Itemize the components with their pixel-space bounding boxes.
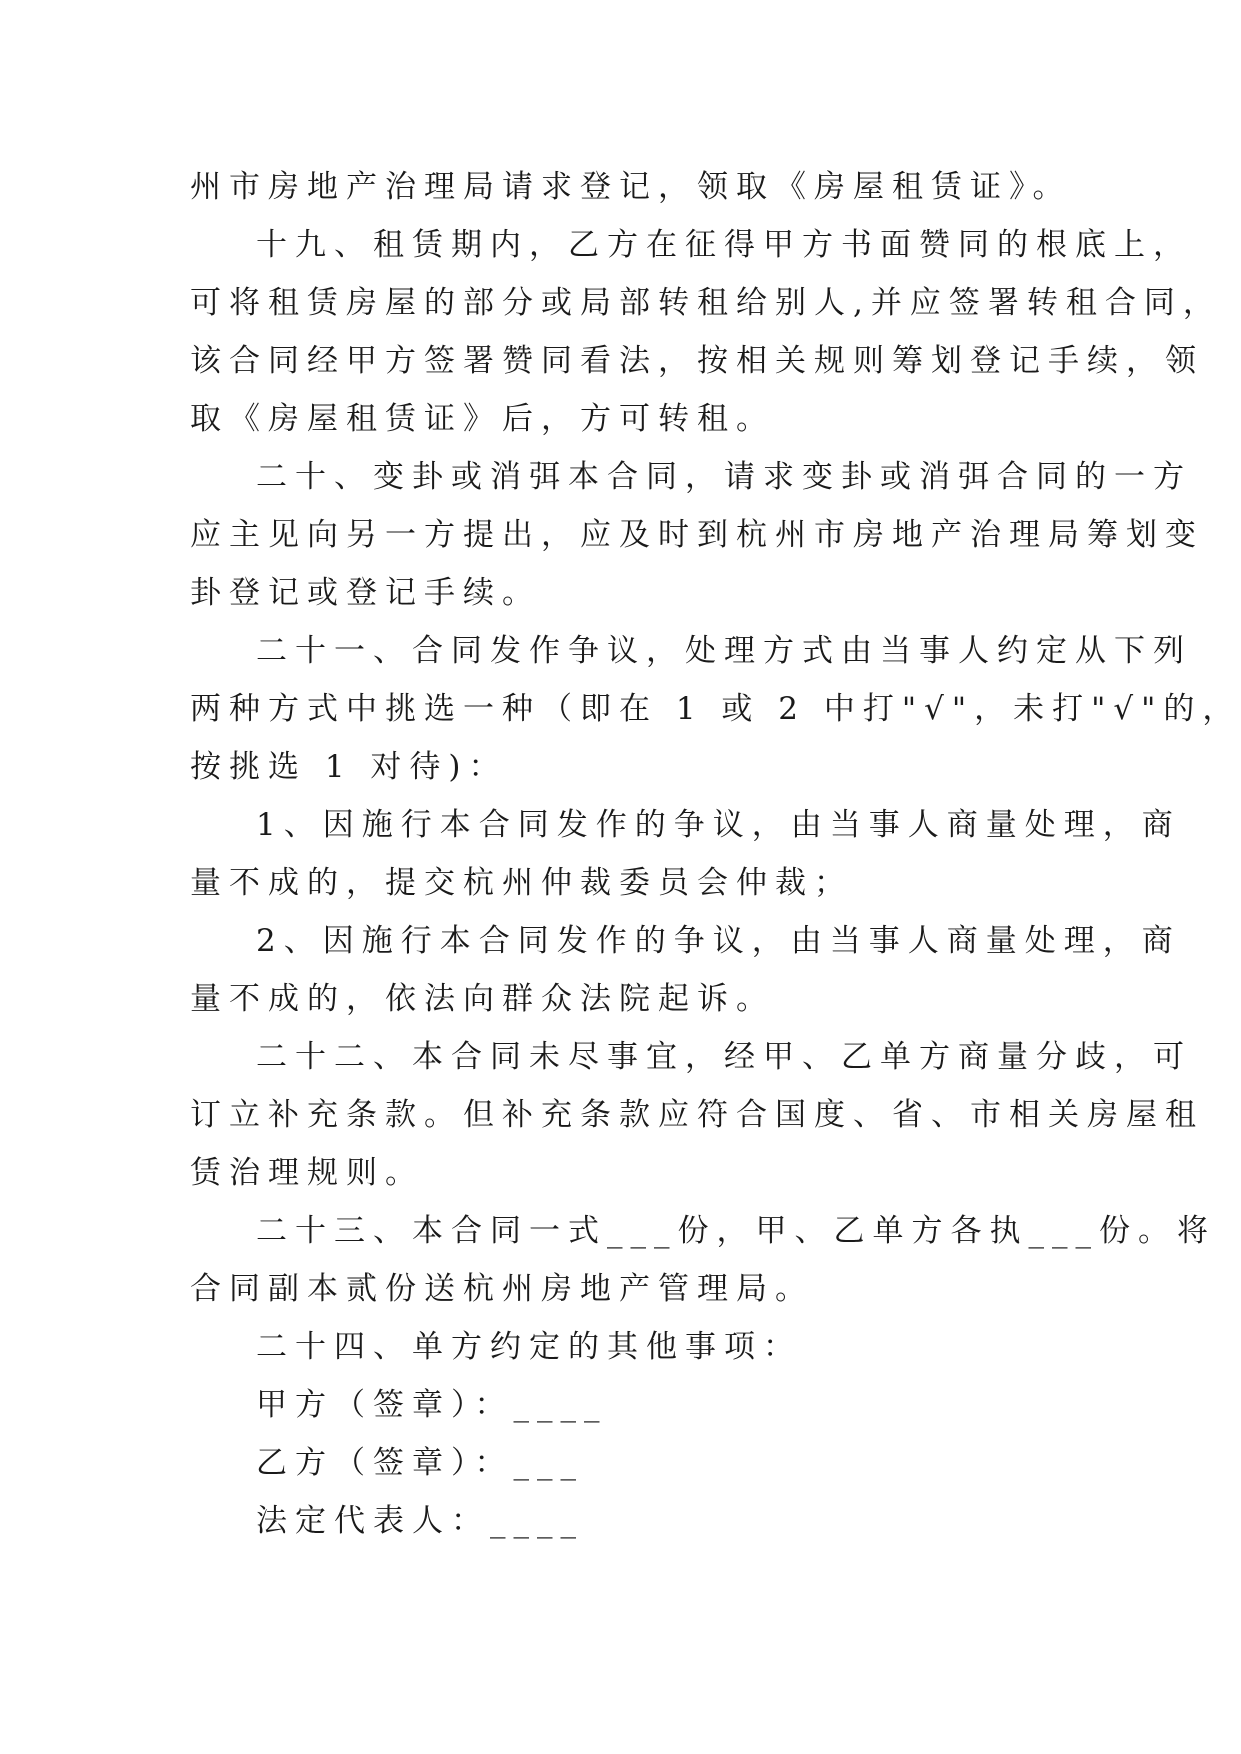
clause-20: 二十、变卦或消弭本合同，请求变卦或消弭合同的一方 bbox=[256, 459, 1192, 495]
text-line: 取《房屋租赁证》后，方可转租。 bbox=[190, 401, 775, 437]
party-a-signature: 甲方（签章）：____ bbox=[256, 1387, 608, 1423]
text-line: 该合同经甲方签署赞同看法，按相关规则筹划登记手续，领 bbox=[190, 343, 1204, 379]
legal-representative: 法定代表人：____ bbox=[256, 1503, 584, 1539]
clause-19: 十九、租赁期内，乙方在征得甲方书面赞同的根底上， bbox=[256, 227, 1192, 263]
text-line: 量不成的，提交杭州仲裁委员会仲裁； bbox=[190, 865, 853, 901]
text-line: 量不成的，依法向群众法院起诉。 bbox=[190, 981, 775, 1017]
text-line: 两种方式中挑选一种（即在 1 或 2 中打"√"，未打"√"的， bbox=[190, 691, 1241, 727]
document-body bbox=[190, 158, 1241, 1550]
text-line: 应主见向另一方提出，应及时到杭州市房地产治理局筹划变 bbox=[190, 517, 1204, 553]
option-1: 1、因施行本合同发作的争议，由当事人商量处理，商 bbox=[256, 807, 1181, 843]
clause-23: 二十三、本合同一式___份，甲、乙单方各执___份。将 bbox=[256, 1213, 1216, 1249]
text-line: 订立补充条款。但补充条款应符合国度、省、市相关房屋租 bbox=[190, 1097, 1204, 1133]
clause-24: 二十四、单方约定的其他事项： bbox=[256, 1329, 802, 1365]
text-line: 州市房地产治理局请求登记，领取《房屋租赁证》。 bbox=[190, 169, 1072, 205]
clause-22: 二十二、本合同未尽事宜，经甲、乙单方商量分歧，可 bbox=[256, 1039, 1192, 1075]
text-line: 卦登记或登记手续。 bbox=[190, 575, 541, 611]
text-line: 按挑选 1 对待)： bbox=[190, 749, 508, 785]
text-line: 赁治理规则。 bbox=[190, 1155, 424, 1191]
clause-21: 二十一、合同发作争议，处理方式由当事人约定从下列 bbox=[256, 633, 1192, 669]
text-line: 可将租赁房屋的部分或局部转租给别人,并应签署转租合同， bbox=[190, 285, 1222, 321]
party-b-signature: 乙方（签章）：___ bbox=[256, 1445, 584, 1481]
text-line: 合同副本贰份送杭州房地产管理局。 bbox=[190, 1271, 814, 1307]
option-2: 2、因施行本合同发作的争议，由当事人商量处理，商 bbox=[256, 923, 1181, 959]
